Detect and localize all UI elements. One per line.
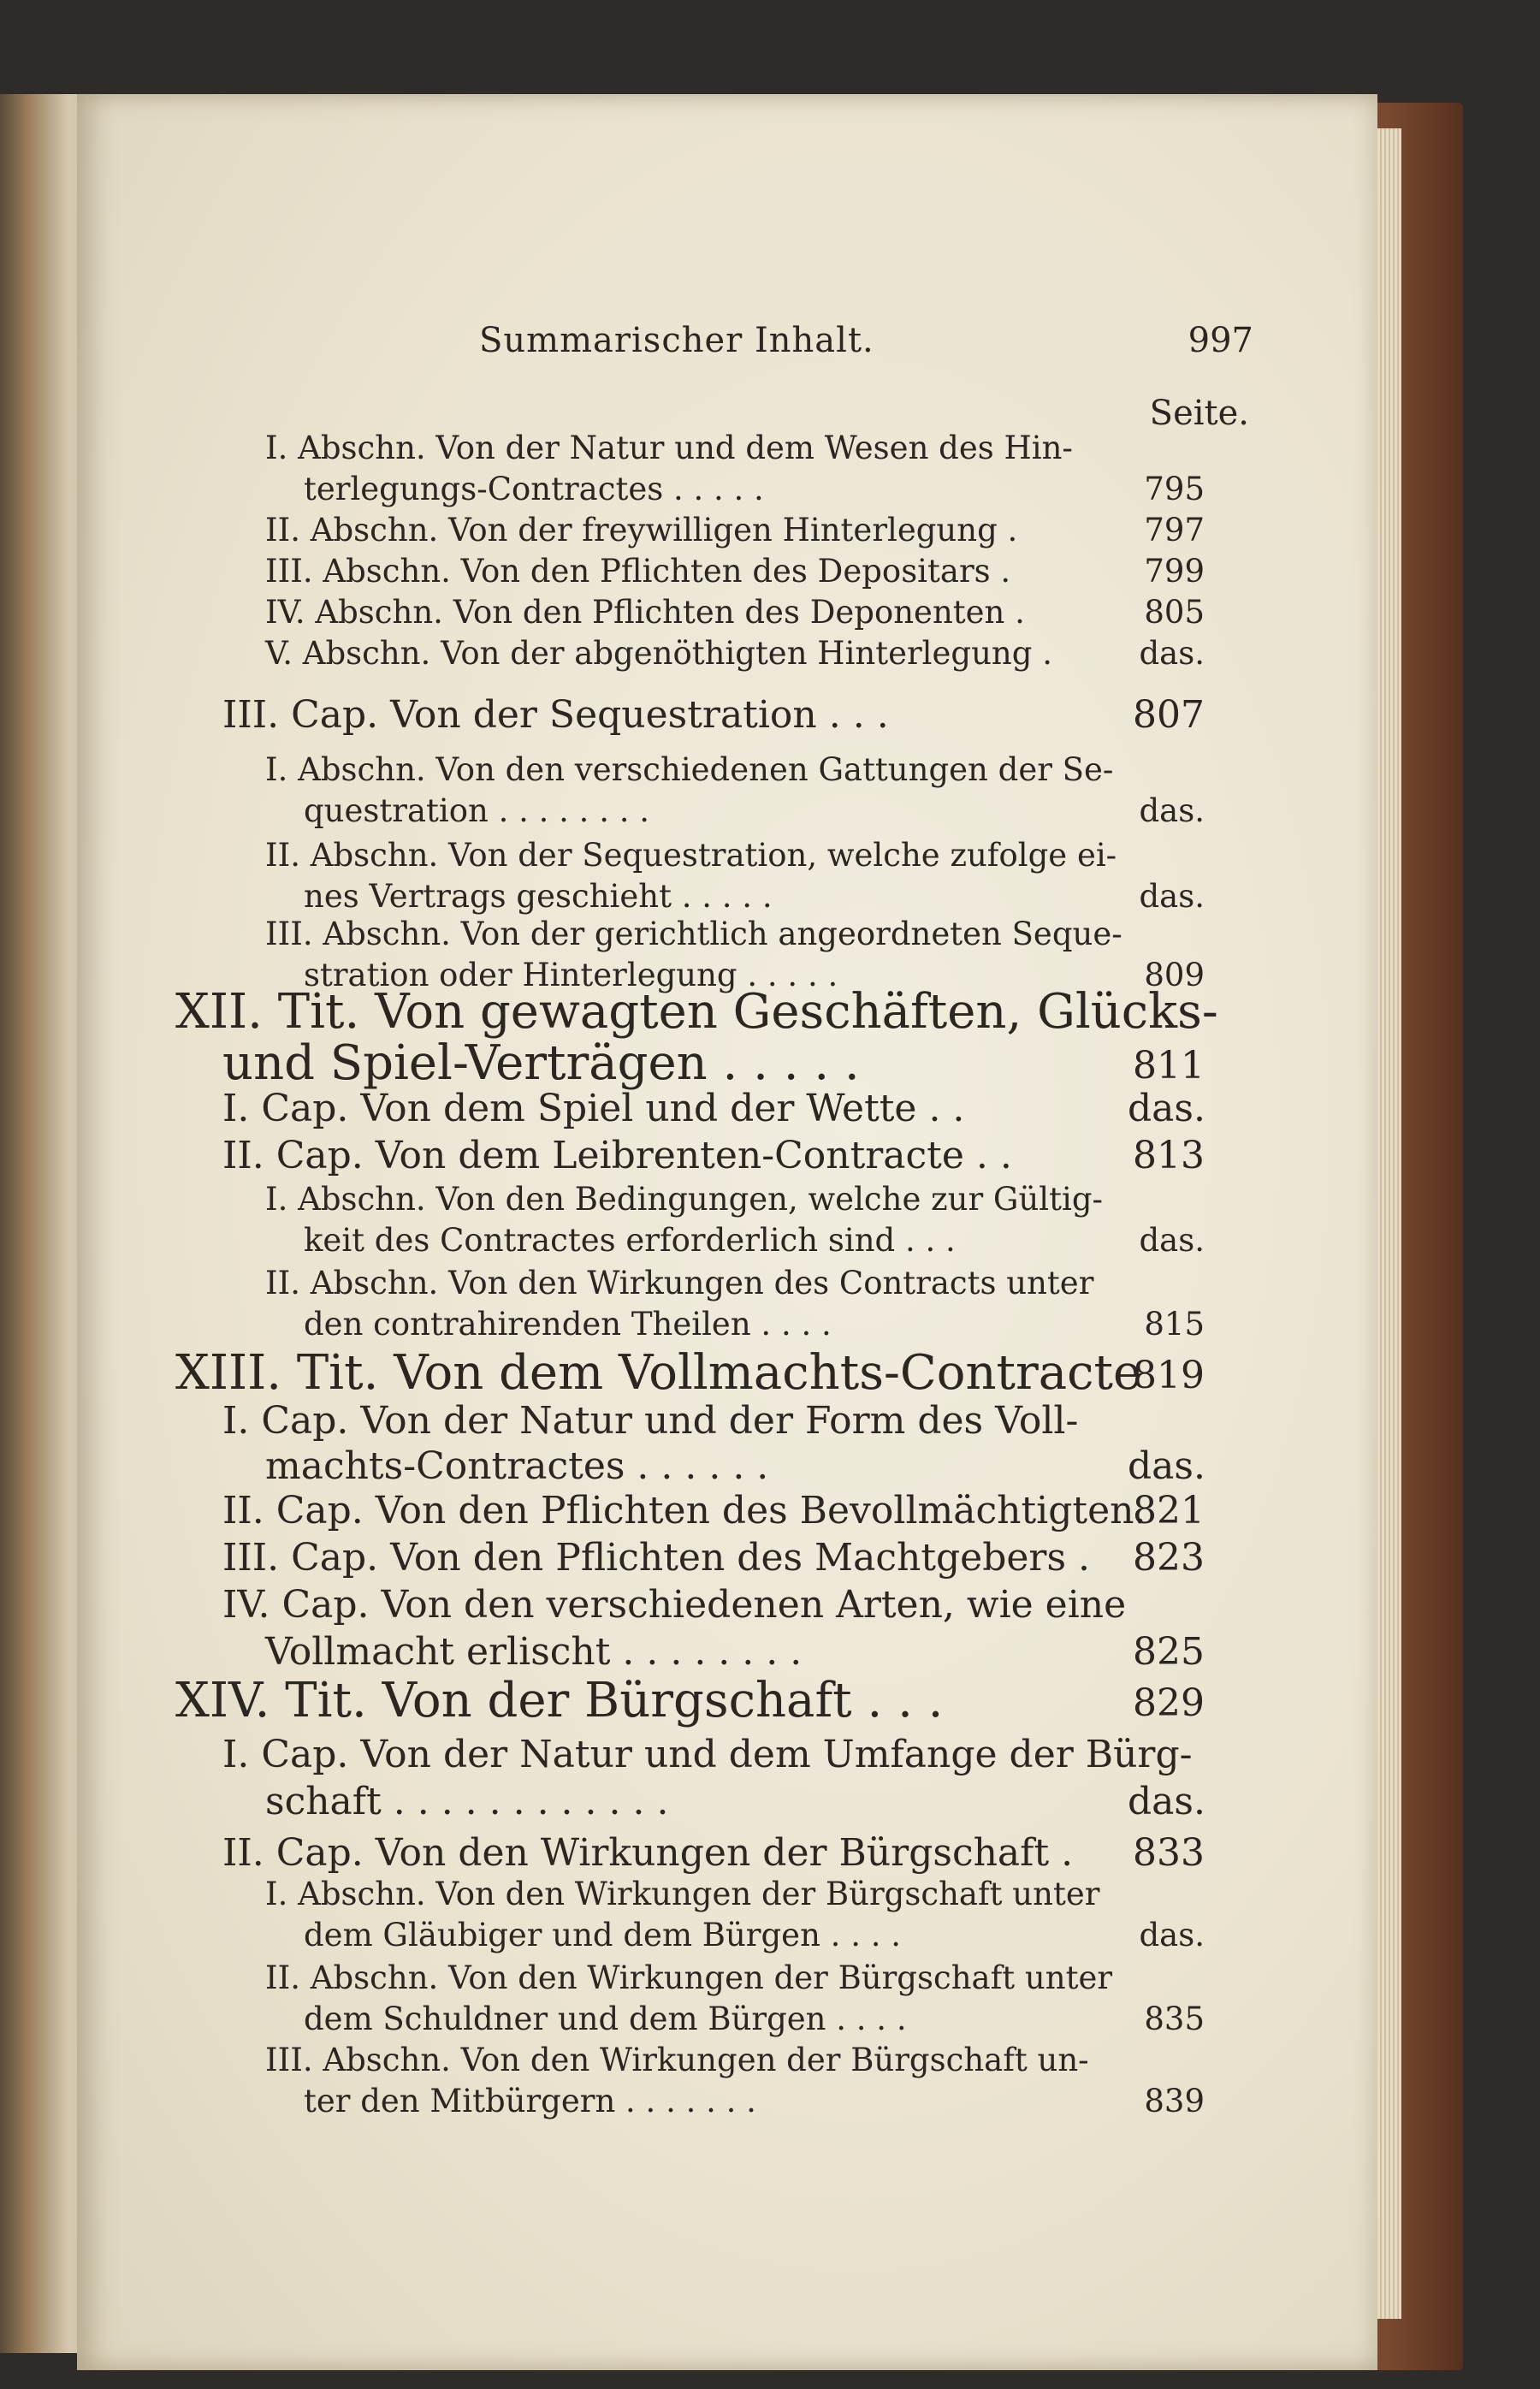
toc-entry-line: dem Schuldner und dem Bürgen . . . . [304, 2001, 907, 2037]
toc-entry-page: 807 [1133, 693, 1205, 737]
toc-entry-line: III. Cap. Von der Sequestration . . . [222, 693, 889, 737]
toc-entry-page: das. [1128, 1087, 1205, 1130]
toc-entry-page: 797 [1144, 512, 1205, 548]
toc-entry-page: 829 [1133, 1681, 1205, 1725]
toc-entry-page: 833 [1133, 1831, 1205, 1875]
toc-entry-line: III. Abschn. Von den Pflichten des Depositars . [265, 553, 1011, 590]
toc-entry-line: III. Abschn. Von der gerichtlich angeordneten Seque- [265, 916, 1122, 952]
toc-entry-page: das. [1139, 1222, 1205, 1259]
toc-entry-line: XIV. Tit. Von der Bürgschaft . . . [175, 1673, 944, 1728]
toc-entry-page: das. [1128, 1780, 1205, 1823]
toc-entry-page: das. [1128, 1444, 1205, 1488]
toc-entry-line: dem Gläubiger und dem Bürgen . . . . [304, 1917, 901, 1953]
toc-entry-line: IV. Cap. Von den verschiedenen Arten, wie eine [222, 1583, 1127, 1627]
toc-entry-line: terlegungs-Contractes . . . . . [304, 471, 764, 507]
toc-entry-line: den contrahirenden Theilen . . . . [304, 1306, 832, 1343]
toc-entry-line: IV. Abschn. Von den Pflichten des Deponenten . [265, 594, 1025, 631]
toc-entry-line: V. Abschn. Von der abgenöthigten Hinterlegung . [265, 635, 1052, 672]
toc-entry-line: II. Cap. Von den Wirkungen der Bürgschaft . [222, 1831, 1074, 1875]
toc-entry-line: II. Abschn. Von den Wirkungen der Bürgschaft unter [265, 1959, 1113, 1996]
running-header [77, 321, 1377, 372]
toc-entry-page: 839 [1144, 2083, 1205, 2119]
toc-entry-line: XIII. Tit. Von dem Vollmachts-Contracte [175, 1345, 1142, 1401]
toc-entry-line: II. Cap. Von den Pflichten des Bevollmächtigten. [222, 1489, 1146, 1532]
toc-entry-page: 823 [1133, 1536, 1205, 1580]
toc-entry-line: I. Cap. Von der Natur und dem Umfange der Bürg- [222, 1733, 1193, 1776]
toc-entry-line: und Spiel-Verträgen . . . . . [222, 1035, 860, 1091]
page-number: 997 [1188, 321, 1253, 360]
toc-entry-page: 805 [1144, 594, 1205, 631]
toc-entry-line: I. Cap. Von der Natur und der Form des Voll- [222, 1399, 1079, 1443]
toc-entry-page: 795 [1144, 471, 1205, 507]
toc-entry-line: III. Abschn. Von den Wirkungen der Bürgschaft un- [265, 2042, 1089, 2078]
toc-entry-page: 799 [1144, 553, 1205, 590]
toc-entry-line: III. Cap. Von den Pflichten des Machtgebers . [222, 1536, 1090, 1580]
toc-entry-line: II. Abschn. Von der freywilligen Hinterlegung . [265, 512, 1018, 548]
toc-entry-line: schaft . . . . . . . . . . . . [265, 1780, 669, 1823]
toc-entry-line: II. Cap. Von dem Leibrenten-Contracte . . [222, 1134, 1012, 1177]
toc-entry-page: 819 [1133, 1354, 1205, 1397]
toc-entry-page: 815 [1144, 1306, 1205, 1343]
toc-entry-line: questration . . . . . . . . [304, 792, 650, 829]
toc-entry-page: das. [1139, 878, 1205, 915]
toc-entry-page: 821 [1133, 1489, 1205, 1532]
toc-entry-line: nes Vertrags geschieht . . . . . [304, 878, 773, 915]
toc-entry-line: II. Abschn. Von den Wirkungen des Contracts unter [265, 1265, 1094, 1301]
toc-entry-page: 813 [1133, 1134, 1205, 1177]
toc-entry-page: das. [1139, 635, 1205, 672]
book-page [77, 94, 1377, 2370]
toc-entry-line: II. Abschn. Von der Sequestration, welche zufolge ei- [265, 837, 1117, 874]
toc-entry-page: 811 [1133, 1044, 1205, 1088]
toc-entry-line: stration oder Hinterlegung . . . . . [304, 957, 838, 993]
toc-entry-page: das. [1139, 1917, 1205, 1953]
toc-entry-line: XII. Tit. Von gewagten Geschäften, Glücks- [175, 984, 1218, 1040]
toc-entry-line: I. Abschn. Von den Wirkungen der Bürgschaft unter [265, 1876, 1100, 1912]
toc-entry-page: 825 [1133, 1630, 1205, 1674]
toc-entry-line: Vollmacht erlischt . . . . . . . . [265, 1630, 803, 1674]
seite-label: Seite. [1149, 394, 1249, 433]
toc-entry-page: 809 [1144, 957, 1205, 993]
toc-entry-line: machts-Contractes . . . . . . [265, 1444, 769, 1488]
toc-entry-page: 835 [1144, 2001, 1205, 2037]
toc-entry-line: I. Abschn. Von der Natur und dem Wesen des Hin- [265, 430, 1073, 466]
book-left-edge [0, 94, 81, 2353]
running-title: Summarischer Inhalt. [479, 321, 874, 360]
toc-entry-line: I. Cap. Von dem Spiel und der Wette . . [222, 1087, 965, 1130]
toc-entry-line: I. Abschn. Von den verschiedenen Gattungen der Se- [265, 751, 1114, 788]
toc-entry-line: ter den Mitbürgern . . . . . . . [304, 2083, 756, 2119]
toc-entry-line: I. Abschn. Von den Bedingungen, welche zur Gültig- [265, 1181, 1104, 1218]
toc-entry-line: keit des Contractes erforderlich sind . . . [304, 1222, 956, 1259]
toc-entry-page: das. [1139, 792, 1205, 829]
